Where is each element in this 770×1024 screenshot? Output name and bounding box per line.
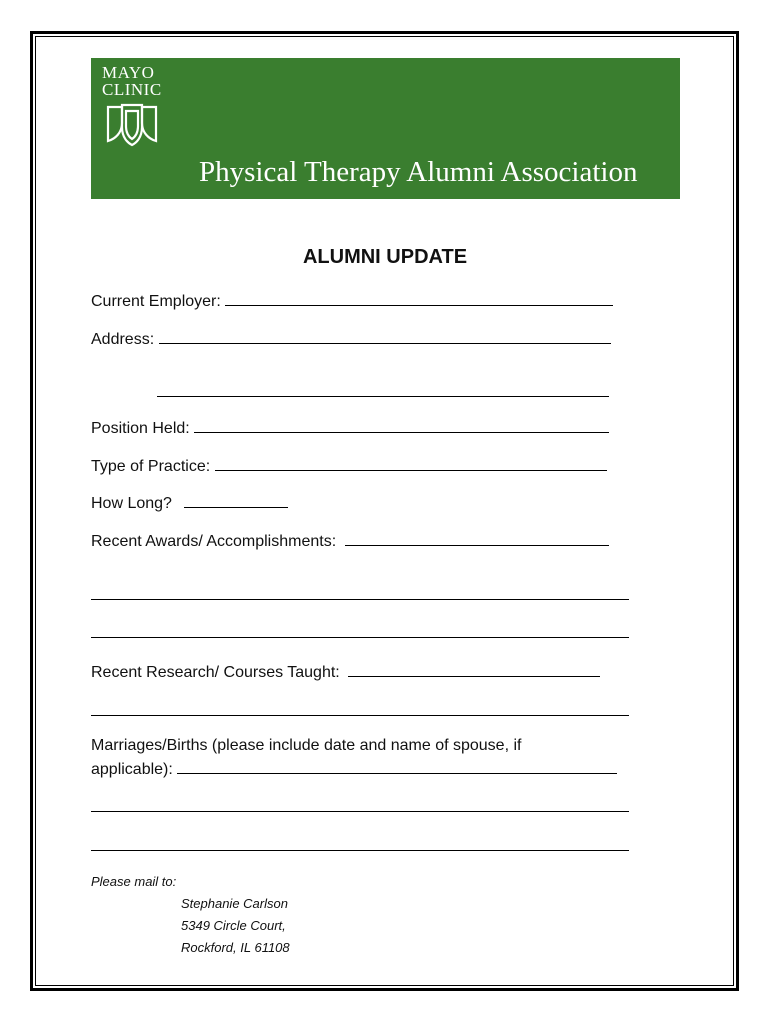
how-long-label: How Long? [91, 495, 172, 512]
current-employer-label: Current Employer: [91, 293, 221, 310]
address-row [91, 328, 611, 349]
type-of-practice-label: Type of Practice: [91, 458, 211, 475]
recent-awards-field-line3[interactable] [91, 637, 629, 638]
address-field[interactable] [159, 328, 611, 344]
recent-awards-row [91, 530, 609, 551]
marriages-births-row [91, 758, 617, 779]
current-employer-field[interactable] [225, 290, 613, 306]
marriages-births-label-line2: applicable): [91, 761, 173, 778]
position-held-row [91, 417, 609, 438]
position-held-field[interactable] [194, 417, 609, 433]
how-long-row [91, 492, 288, 513]
mayo-clinic-logo-text [102, 64, 162, 98]
logo-line-clinic: CLINIC [102, 80, 162, 99]
mayo-shield-icon [104, 101, 160, 147]
mail-to-name: Stephanie Carlson [181, 896, 288, 911]
banner-title: Physical Therapy Alumni Association [199, 156, 638, 188]
type-of-practice-field[interactable] [215, 455, 607, 471]
marriages-births-field-line3[interactable] [91, 850, 629, 851]
recent-awards-field[interactable] [345, 530, 609, 546]
address-field-line2[interactable] [157, 396, 609, 397]
address-label: Address: [91, 331, 155, 348]
recent-awards-field-line2[interactable] [91, 599, 629, 600]
type-of-practice-row [91, 455, 607, 476]
mail-to-street: 5349 Circle Court, [181, 918, 286, 933]
marriages-births-field-line2[interactable] [91, 811, 629, 812]
mail-to-city: Rockford, IL 61108 [181, 940, 290, 955]
recent-awards-label: Recent Awards/ Accomplishments: [91, 533, 337, 550]
position-held-label: Position Held: [91, 420, 190, 437]
recent-research-row [91, 661, 600, 682]
current-employer-row [91, 290, 613, 311]
marriages-births-field[interactable] [177, 758, 617, 774]
recent-research-field-line2[interactable] [91, 715, 629, 716]
marriages-births-label-line1: Marriages/Births (please include date and name of spouse, if [91, 737, 522, 754]
header-banner [91, 58, 680, 199]
logo-line-mayo: MAYO [102, 63, 155, 82]
recent-research-field[interactable] [348, 661, 600, 677]
recent-research-label: Recent Research/ Courses Taught: [91, 664, 340, 681]
how-long-field[interactable] [184, 492, 288, 508]
form-title: ALUMNI UPDATE [302, 246, 468, 268]
mail-to-label: Please mail to: [91, 874, 177, 889]
